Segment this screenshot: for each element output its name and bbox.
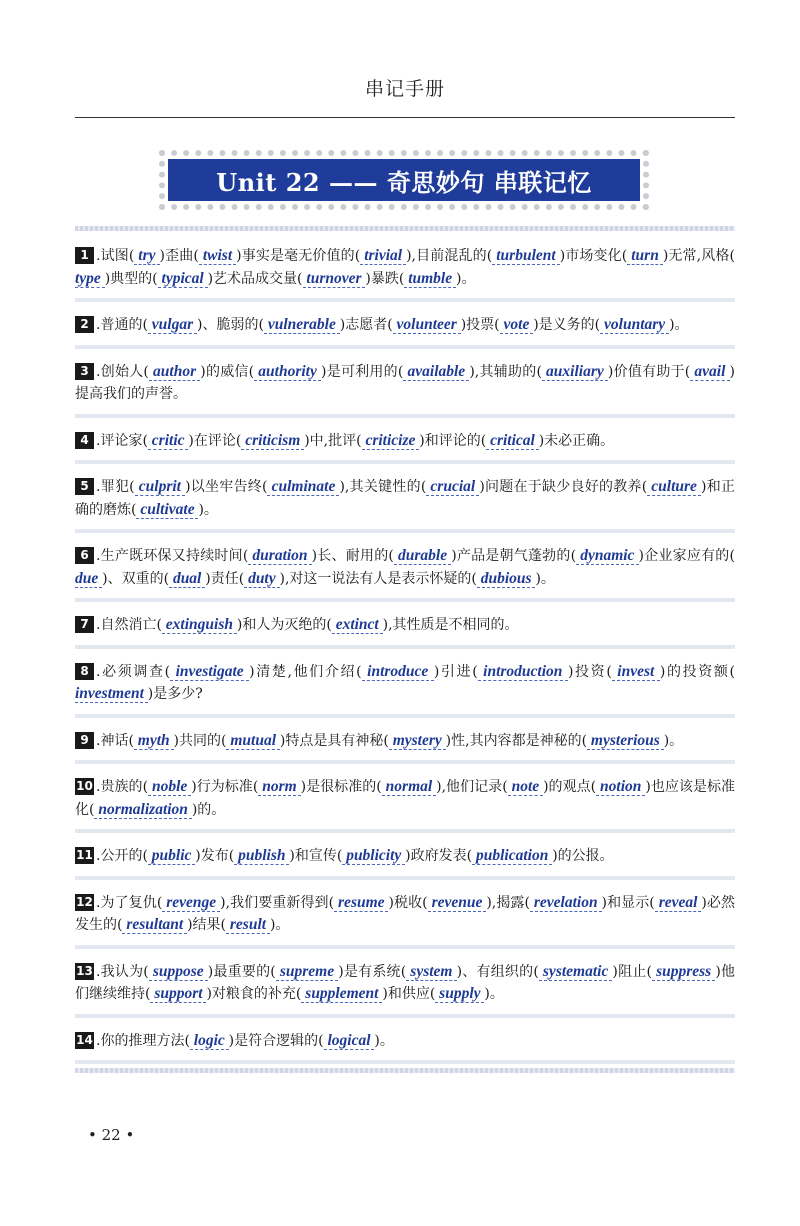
entry-number-dot: . <box>96 363 101 380</box>
chinese-text: )特点是具有神秘( <box>279 732 389 749</box>
entry-item <box>75 1026 735 1065</box>
entry-item <box>75 426 735 465</box>
chinese-text: )也应该是标准化( <box>75 779 736 818</box>
english-word: publicity <box>342 847 406 864</box>
chinese-text: )和显示( <box>601 894 655 911</box>
english-word: twist <box>198 247 237 264</box>
entry-number: 8 <box>75 663 94 680</box>
english-word: typical <box>157 269 208 287</box>
english-word: introduce <box>361 662 434 680</box>
english-word: revelation <box>529 893 602 911</box>
english-word: supreme <box>275 962 339 980</box>
english-word: author <box>148 362 201 380</box>
chinese-text: )最重要的( <box>207 963 276 980</box>
english-word: resume <box>334 893 389 911</box>
english-word: durable <box>393 547 452 564</box>
chinese-text: )。 <box>198 501 218 518</box>
chinese-text: )典型的( <box>104 270 158 287</box>
english-word: myth <box>133 731 174 749</box>
page-number: • 22 • <box>88 1126 135 1144</box>
english-word: volunteer <box>392 316 461 333</box>
chinese-text: )是多少? <box>147 686 203 702</box>
english-word: vote <box>499 316 534 333</box>
english-word: tumble <box>404 269 456 287</box>
entry-number: 10 <box>76 779 93 793</box>
chinese-text: 必须调查( <box>100 663 171 680</box>
entry-number-dot: . <box>96 779 101 795</box>
english-word: culprit <box>134 478 186 495</box>
english-word: duration <box>248 547 312 564</box>
english-word: support <box>150 985 207 1002</box>
english-word: systematic <box>538 962 613 980</box>
entry-number: 7 <box>75 616 94 633</box>
chinese-text: )是可利用的( <box>320 363 404 380</box>
english-word: turn <box>627 247 663 264</box>
entry-number-dot: . <box>96 548 101 564</box>
chinese-text: )以坐牢告终( <box>185 479 268 495</box>
chinese-text: )长、耐用的( <box>311 548 394 564</box>
chinese-text: )性,其内容都是神秘的( <box>445 732 588 749</box>
english-word: suppose <box>148 962 208 980</box>
chinese-text: 试图( <box>100 248 135 264</box>
entry-item <box>75 310 735 349</box>
chinese-text: 评论家( <box>100 432 148 449</box>
chinese-text: ),对这一说法有人是表示怀疑的( <box>279 570 477 587</box>
entry-number-dot: . <box>96 732 101 749</box>
chinese-text: 你的推理方法( <box>100 1032 190 1049</box>
entry-number: 14 <box>76 1032 93 1047</box>
english-word: authority <box>254 362 321 380</box>
chinese-text: )和评论的( <box>419 432 487 449</box>
chinese-text: )清楚,他们介绍( <box>249 663 362 680</box>
english-word: revenge <box>162 893 221 911</box>
top-band <box>75 226 735 231</box>
chinese-text: 生产既环保又持续时间( <box>100 548 249 564</box>
chinese-text: )。 <box>374 1032 394 1049</box>
chinese-text: )企业家应有的( <box>638 548 735 564</box>
chinese-text: ),其关键性的( <box>339 479 427 495</box>
english-word: try <box>134 247 160 264</box>
chinese-text: 罪犯( <box>100 479 135 495</box>
chinese-text: 普通的( <box>100 317 148 333</box>
entry-number: 6 <box>75 547 94 564</box>
unit-title: Unit 22 —— 奇思妙句 串联记忆 <box>168 159 640 201</box>
english-word: dynamic <box>576 547 639 564</box>
english-word: mutual <box>226 731 280 749</box>
english-word: vulgar <box>147 316 198 333</box>
chinese-text: )、脆弱的( <box>197 317 264 333</box>
entry-item <box>75 841 735 880</box>
chinese-text: )提高我们的声誉。 <box>75 363 735 402</box>
entry-item <box>75 472 735 533</box>
chinese-text: )引进( <box>433 663 478 680</box>
english-word: resultant <box>122 916 188 933</box>
entry-number-dot: . <box>96 1032 101 1049</box>
chinese-text: )的观点( <box>543 779 597 795</box>
chinese-text: )投票( <box>460 317 500 333</box>
chinese-text: 我认为( <box>100 963 149 980</box>
chinese-text: )和供应( <box>382 986 436 1002</box>
entry-number: 11 <box>76 848 93 862</box>
entry-item <box>75 772 735 833</box>
entry-list <box>75 226 735 1073</box>
english-word: duty <box>244 569 280 587</box>
chinese-text: )的公报。 <box>552 848 614 864</box>
chinese-text: )和正确的磨炼( <box>75 479 735 518</box>
unit-title-frame <box>159 150 649 210</box>
entry-item <box>75 888 735 949</box>
chinese-text: )志愿者( <box>339 317 393 333</box>
entry-item <box>75 657 735 718</box>
english-word: criticize <box>361 431 420 449</box>
english-word: type <box>75 269 105 287</box>
chinese-text: )、双重的( <box>102 570 170 587</box>
entry-container <box>75 241 735 1064</box>
english-word: system <box>406 962 457 980</box>
entry-number-dot: . <box>96 317 101 333</box>
chinese-text: )。 <box>484 986 504 1002</box>
entry-item <box>75 241 735 302</box>
english-word: culminate <box>267 478 340 495</box>
entry-number: 5 <box>75 478 94 495</box>
english-word: critic <box>147 431 189 449</box>
english-word: culture <box>647 478 702 495</box>
chinese-text: )、有组织的( <box>456 963 539 980</box>
entry-number-dot: . <box>96 479 101 495</box>
english-word: notion <box>596 778 646 795</box>
chinese-text: )是义务的( <box>533 317 601 333</box>
entry-item <box>75 726 735 765</box>
entry-number-dot: . <box>96 617 101 633</box>
chinese-text: ),揭露( <box>486 894 530 911</box>
english-word: criticism <box>241 431 305 449</box>
english-word: critical <box>486 431 539 449</box>
chinese-text: )责任( <box>205 570 245 587</box>
chinese-text: )和宣传( <box>289 848 343 864</box>
chinese-text: 创始人( <box>100 363 149 380</box>
entry-item <box>75 957 735 1018</box>
entry-number-dot: . <box>96 432 101 449</box>
chinese-text: )中,批评( <box>304 432 362 449</box>
english-word: turnover <box>302 269 366 287</box>
english-word: logic <box>189 1031 229 1049</box>
entry-number: 13 <box>76 963 93 978</box>
chinese-text: 自然消亡( <box>100 617 162 633</box>
bottom-band <box>75 1068 735 1073</box>
chinese-text: )。 <box>669 317 689 333</box>
english-word: invest <box>611 662 660 680</box>
english-word: supplement <box>301 985 383 1002</box>
english-word: extinct <box>331 616 383 633</box>
chinese-text: )结果( <box>187 917 227 933</box>
english-word: vulnerable <box>263 316 340 333</box>
chinese-text: )未必正确。 <box>538 432 615 449</box>
english-word: investigate <box>170 662 250 680</box>
chinese-text: )。 <box>269 917 290 933</box>
chinese-text: )的投资额( <box>659 663 735 680</box>
chinese-text: ),其性质是不相同的。 <box>382 617 519 633</box>
chinese-text: ),其辅助的( <box>469 363 542 380</box>
english-word: dual <box>169 569 206 587</box>
entry-item <box>75 610 735 649</box>
entry-number: 4 <box>75 432 94 449</box>
chinese-text: )和人为灭绝的( <box>236 617 332 633</box>
entry-number: 2 <box>75 316 94 333</box>
entry-number: 12 <box>76 894 93 909</box>
chinese-text: ),他们记录( <box>436 779 508 795</box>
chinese-text: )的。 <box>191 801 226 818</box>
chinese-text: )他们继续维持( <box>75 963 735 1002</box>
english-word: reveal <box>654 893 702 911</box>
english-word: cultivate <box>136 500 199 518</box>
english-word: normalization <box>94 800 192 818</box>
chinese-text: )问题在于缺少良好的教养( <box>479 479 648 495</box>
english-word: introduction <box>477 662 568 680</box>
entry-number-dot: . <box>96 663 101 680</box>
english-word: due <box>75 569 103 587</box>
english-word: public <box>147 847 196 864</box>
english-word: available <box>403 362 470 380</box>
chinese-text: )行为标准( <box>191 779 259 795</box>
english-word: voluntary <box>600 316 670 333</box>
page-header-title: 串记手册 <box>364 78 445 100</box>
english-word: avail <box>690 362 730 380</box>
chinese-text: )事实是毫无价值的( <box>236 248 361 264</box>
english-word: note <box>507 778 544 795</box>
chinese-text: )共同的( <box>173 732 227 749</box>
english-word: result <box>226 916 270 933</box>
chinese-text: )的威信( <box>200 363 255 380</box>
chinese-text: 贵族的( <box>100 779 149 795</box>
chinese-text: 为了复仇( <box>100 894 163 911</box>
english-word: trivial <box>360 247 407 264</box>
entry-number-dot: . <box>96 894 101 911</box>
english-word: publication <box>472 847 553 864</box>
entry-number-dot: . <box>96 248 101 264</box>
entry-item <box>75 541 735 602</box>
entry-number: 3 <box>75 363 94 380</box>
english-word: normal <box>381 778 437 795</box>
entry-number-dot: . <box>96 963 101 980</box>
chinese-text: )税收( <box>388 894 428 911</box>
chinese-text: )无常,风格( <box>662 248 735 264</box>
chinese-text: )是很标准的( <box>300 779 382 795</box>
chinese-text: )对粮食的补充( <box>206 986 302 1002</box>
chinese-text: ),目前混乱的( <box>406 248 493 264</box>
chinese-text: )。 <box>456 270 476 287</box>
chinese-text: )政府发表( <box>405 848 473 864</box>
english-word: noble <box>148 778 192 795</box>
english-word: mysterious <box>587 731 664 749</box>
chinese-text: )市场变化( <box>559 248 628 264</box>
chinese-text: )歪曲( <box>159 248 199 264</box>
chinese-text: )发布( <box>195 848 235 864</box>
chinese-text: )必然发生的( <box>75 894 735 933</box>
chinese-text: ),我们要重新得到( <box>220 894 335 911</box>
chinese-text: )阻止( <box>612 963 652 980</box>
english-word: turbulent <box>492 247 560 264</box>
english-word: dubious <box>476 569 536 587</box>
chinese-text: )在评论( <box>188 432 242 449</box>
english-word: investment <box>75 685 148 702</box>
english-word: crucial <box>426 478 480 495</box>
english-word: auxiliary <box>541 362 608 380</box>
english-word: mystery <box>388 731 446 749</box>
entry-number: 9 <box>75 732 94 749</box>
chinese-text: )暴跌( <box>365 270 405 287</box>
chinese-text: )。 <box>663 732 684 749</box>
english-word: supply <box>435 985 485 1002</box>
chinese-text: )艺术品成交量( <box>207 270 303 287</box>
chinese-text: )是符合逻辑的( <box>228 1032 324 1049</box>
chinese-text: 神话( <box>100 732 134 749</box>
entry-number-dot: . <box>96 848 101 864</box>
english-word: publish <box>234 847 290 864</box>
entry-item <box>75 357 735 418</box>
chinese-text: )投资( <box>567 663 612 680</box>
english-word: extinguish <box>161 616 237 633</box>
english-word: suppress <box>652 962 716 980</box>
chinese-text: )价值有助于( <box>607 363 691 380</box>
entry-number: 1 <box>75 247 94 264</box>
english-word: norm <box>258 778 301 795</box>
header-rule <box>75 117 735 118</box>
chinese-text: )。 <box>535 570 555 587</box>
english-word: revenue <box>427 893 487 911</box>
chinese-text: )是有系统( <box>338 963 407 980</box>
english-word: logical <box>323 1031 375 1049</box>
chinese-text: )产品是朝气蓬勃的( <box>451 548 577 564</box>
chinese-text: 公开的( <box>100 848 148 864</box>
